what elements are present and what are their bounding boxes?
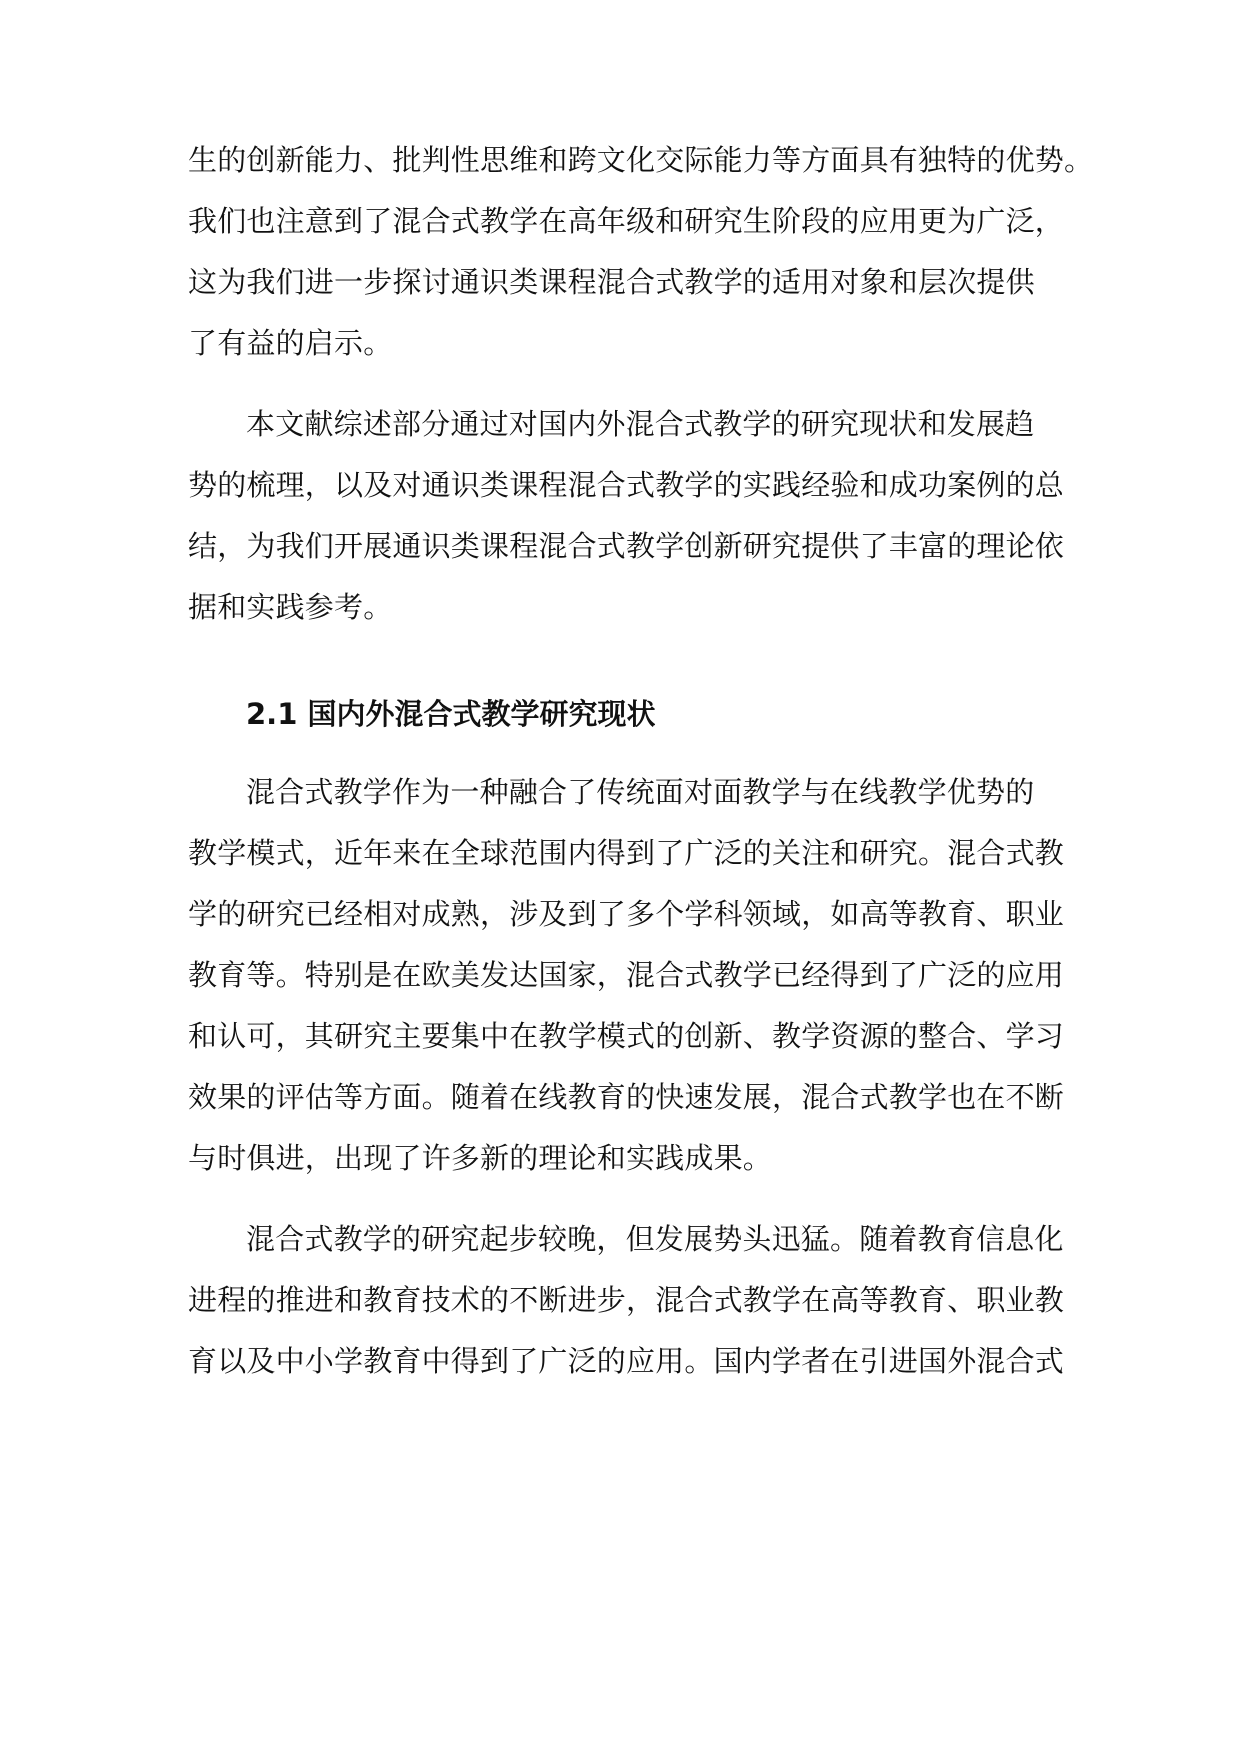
paragraph-line: 教学模式，近年来在全球范围内得到了广泛的关注和研究。混合式教 (188, 836, 1065, 870)
paragraph-line: 育以及中小学教育中得到了广泛的应用。国内学者在引进国外混合式 (188, 1344, 1065, 1378)
paragraph-line: 据和实践参考。 (188, 590, 393, 624)
paragraph-line: 势的梳理，以及对通识类课程混合式教学的实践经验和成功案例的总 (188, 468, 1065, 502)
paragraph-line: 我们也注意到了混合式教学在高年级和研究生阶段的应用更为广泛， (188, 204, 1065, 238)
paragraph-line: 进程的推进和教育技术的不断进步，混合式教学在高等教育、职业教 (188, 1283, 1065, 1317)
paragraph-line: 教育等。特别是在欧美发达国家，混合式教学已经得到了广泛的应用 (188, 958, 1065, 992)
paragraph-line: 混合式教学的研究起步较晚，但发展势头迅猛。随着教育信息化 (246, 1222, 1064, 1256)
paragraph-line: 与时俱进，出现了许多新的理论和实践成果。 (188, 1141, 773, 1175)
paragraph-line: 效果的评估等方面。随着在线教育的快速发展，混合式教学也在不断 (188, 1080, 1065, 1114)
section-heading: 2.1 国内外混合式教学研究现状 (246, 697, 656, 731)
paragraph-line: 本文献综述部分通过对国内外混合式教学的研究现状和发展趋 (246, 407, 1035, 441)
paragraph-line: 混合式教学作为一种融合了传统面对面教学与在线教学优势的 (246, 775, 1035, 809)
paragraph-line: 结，为我们开展通识类课程混合式教学创新研究提供了丰富的理论依 (188, 529, 1065, 563)
paragraph-line: 和认可，其研究主要集中在教学模式的创新、教学资源的整合、学习 (188, 1019, 1065, 1053)
paragraph-line: 学的研究已经相对成熟，涉及到了多个学科领域，如高等教育、职业 (188, 897, 1065, 931)
paragraph-line: 了有益的启示。 (188, 326, 393, 360)
paragraph-line: 这为我们进一步探讨通识类课程混合式教学的适用对象和层次提供 (188, 265, 1035, 299)
paragraph-line: 生的创新能力、批判性思维和跨文化交际能力等方面具有独特的优势。 (188, 143, 1094, 177)
